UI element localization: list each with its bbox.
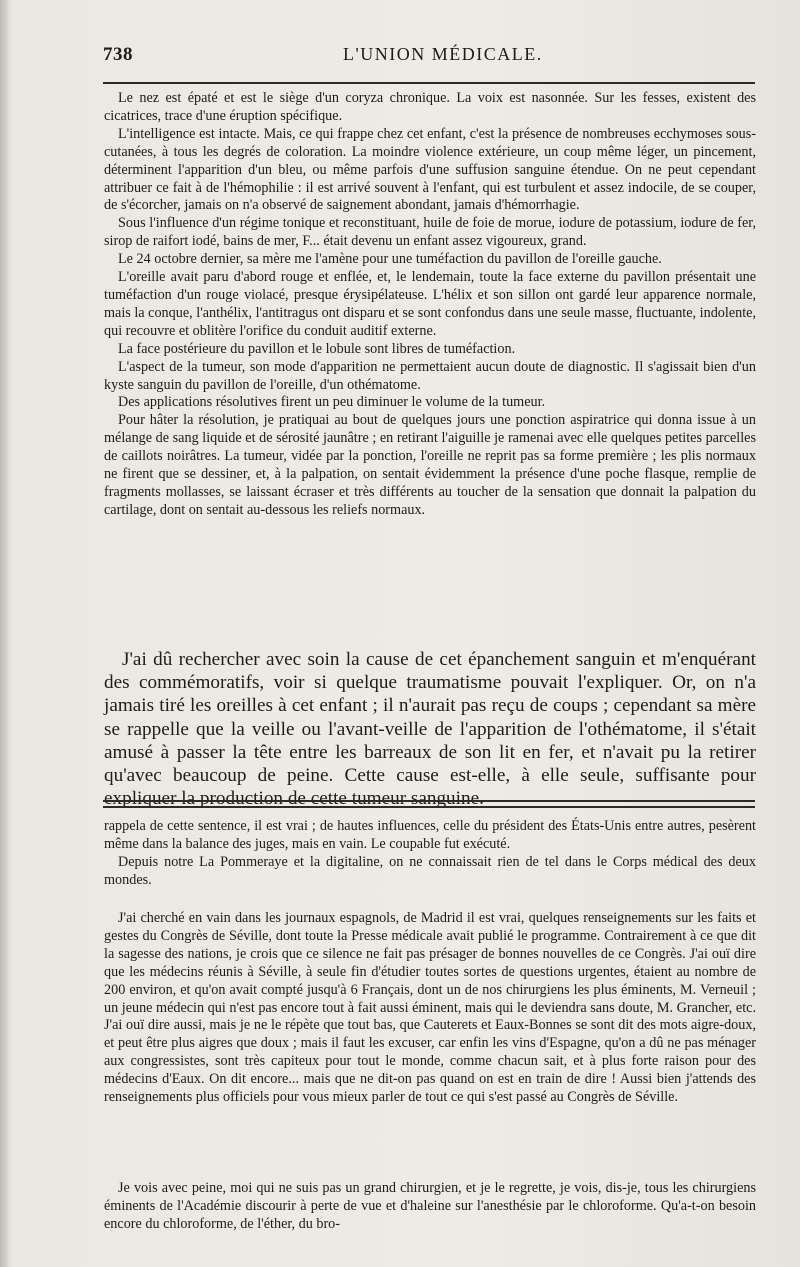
paragraph: L'aspect de la tumeur, son mode d'apparition ne permettaient aucun doute de diagnostic. Il s'agissait bien d'un kyste sanguin du pavillon de l'oreille, d'un othématome. — [104, 358, 756, 393]
article-body-large — [104, 648, 756, 810]
paragraph: Le nez est épaté et est le siège d'un coryza chronique. La voix est nasonnée. Sur les fesses, existent des cicatrices, trace d'une éruption spécifique. — [104, 90, 756, 124]
paragraph: Depuis notre La Pommeraye et la digitaline, on ne connaissait rien de tel dans le Corps médical des deux mondes. — [104, 853, 756, 888]
paragraph: Je vois avec peine, moi qui ne suis pas un grand chirurgien, et je le regrette, je vois, dis-je, tous les chirurgiens éminents de l'Académie discourir à perte de vue et d'haleine sur l'anesthésie par le chloroforme. Qu'a-t-on besoin encore du chloroforme, de l'éther, du bro- — [104, 1180, 756, 1232]
paragraph: Des applications résolutives firent un peu diminuer le volume de la tumeur. — [118, 394, 546, 411]
page-number: 738 — [103, 44, 133, 65]
running-title: L'UNION MÉDICALE. — [343, 44, 543, 64]
feuilleton-section — [104, 1180, 756, 1234]
feuilleton-section — [104, 910, 756, 1107]
feuilleton-separator — [103, 800, 755, 808]
paragraph: L'intelligence est intacte. Mais, ce qui frappe chez cet enfant, c'est la présence de nombreuses ecchymoses sous-cutanées, à tous les degrés de coloration. La moindre violence extérieure, un coup même léger, un pincement, déterminent l'apparition d'un bleu, ou même parfois d'une suffusion sanguine étendue. On ne peut cependant attribuer ce fait à de l'hémophilie : il est arrivé souvent à l'enfant, qui est turbulent et assez indocile, de se couper, de s'écorcher, jamais on n'a observé de saignement abondant, jamais d'hémorrhagie. — [104, 125, 756, 214]
page-spine-shadow — [0, 0, 10, 1267]
paragraph: Sous l'influence d'un régime tonique et reconstituant, huile de foie de morue, iodure de potassium, iodure de fer, sirop de raifort iodé, bains de mer, F... était devenu un enfant assez vigoureux, grand. — [104, 215, 756, 250]
paragraph: Le 24 octobre dernier, sa mère me l'amène pour une tuméfaction du pavillon de l'oreille gauche. — [118, 251, 662, 268]
feuilleton-section — [104, 818, 756, 890]
paragraph: Pour hâter la résolution, je pratiquai au bout de quelques jours une ponction aspiratrice qui donna issue à un mélange de sang liquide et de sérosité jaunâtre ; en retirant l'aiguille je ramenai avec elle quelques petites parcelles de caillots noirâtres. La tumeur, vidée par la ponction, l'oreille ne reprit pas sa forme première ; les plis normaux ne firent que se dessiner, et, à la palpation, on sentait évidemment la présence d'une poche flasque, remplie de fragments mollasses, se laissant écraser et très différents au toucher de la sensation que donnait la palpation du cartilage, dont on sentait au-dessous les reliefs normaux. — [104, 412, 756, 518]
page-header — [103, 44, 753, 76]
paragraph: rappela de cette sentence, il est vrai ; de hautes influences, celle du président des États-Unis entre autres, pesèrent même dans la balance des juges, mais en vain. Le coupable fut exécuté. — [104, 818, 756, 852]
article-body-top — [104, 90, 756, 520]
paragraph: J'ai dû rechercher avec soin la cause de cet épanchement sanguin et m'enquérant des commémoratifs, voir si quelque traumatisme pouvait l'expliquer. Or, on n'a jamais tiré les oreilles à cet enfant ; il n'aurait pas reçu de coups ; cependant sa mère se rappelle que la veille ou l'avant-veille de l'apparition de l'othématome, il s'était amusé à passer la tête entre les barreaux de son lit en fer, et n'avait pu la retirer qu'avec beaucoup de peine. Cette cause est-elle, à elle seule, suffisante pour expliquer la production de cette tumeur sanguine. — [104, 649, 756, 810]
header-rule — [103, 82, 755, 84]
paragraph: L'oreille avait paru d'abord rouge et enflée, et, le lendemain, toute la face externe du pavillon présentait une tuméfaction d'un rouge violacé, presque érysipélateuse. L'hélix et son sillon ont gardé leur apparence normale, mais la conque, l'anthélix, l'antitragus ont disparu et se sont confondus dans une seule masse, fluctuante, indolente, qui recouvre et oblitère l'orifice du conduit auditif externe. — [104, 269, 756, 339]
paragraph: J'ai cherché en vain dans les journaux espagnols, de Madrid il est vrai, quelques renseignements sur les faits et gestes du Congrès de Séville, dont toute la Presse médicale avait publié le programme. Contrairement à ce que dit la sagesse des nations, je crois que ce silence ne fait pas présager de bonnes nouvelles de ce Congrès. J'ai ouï dire que les médecins réunis à Séville, à seule fin d'étudier toutes sortes de questions urgentes, étaient au nombre de 200 environ, et qu'on avait compté jusqu'à 6 Français, dont un de nos chirurgiens les plus éminents, M. Verneuil ; un jeune médecin qui n'est pas encore tout à fait aussi éminent, mais qui le deviendra sans doute, M. Grancher, etc. J'ai ouï dire aussi, mais je ne le répète que tout bas, que Cauterets et Eaux-Bonnes se sont dit des mots aigre-doux, et peut être plus aigres que doux ; mais il faut les excuser, car enfin les vins d'Espagne, qu'on a dû ne pas ménager aux congressistes, sont très capiteux pour tout le monde, comme chacun sait, et à plus forte raison pour des médecins d'Eaux. On dit encore... mais que ne dit-on pas quand on est en train de dire ! Aussi bien j'attends des renseignements plus officiels pour vous mieux parler de tout ce qui s'est passé au Congrès de Séville. — [104, 910, 756, 1106]
paragraph: La face postérieure du pavillon et le lobule sont libres de tuméfaction. — [118, 340, 516, 357]
